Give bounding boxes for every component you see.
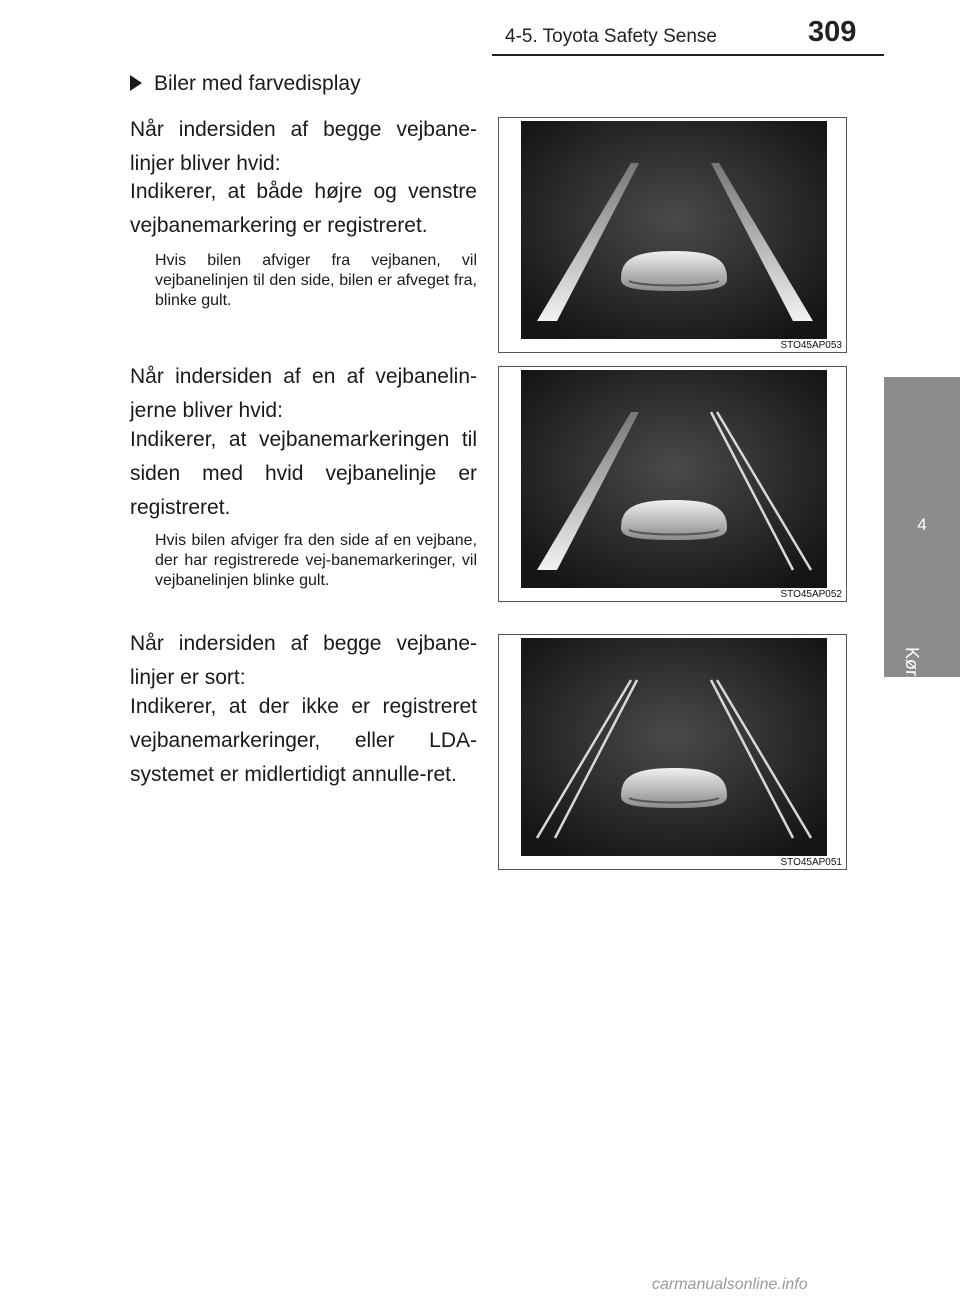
block-3-title: Når indersiden af begge vejbane-linjer er sort: [130, 632, 477, 689]
header-section-title: 4-5. Toyota Safety Sense [505, 26, 717, 47]
figure-code: STO45AP051 [780, 857, 842, 868]
watermark: carmanualsonline.info [652, 1276, 808, 1293]
page-number: 309 [808, 16, 857, 48]
lda-display-figure-one-line [498, 366, 847, 602]
triangle-bullet-icon [130, 75, 142, 91]
figure-code: STO45AP052 [780, 589, 842, 600]
header-divider [492, 54, 884, 56]
chapter-side-tab [884, 377, 960, 700]
lda-display-figure-both-lines [498, 117, 847, 353]
figure-code: STO45AP053 [780, 340, 842, 351]
block-2-note: Hvis bilen afviger fra den side af en vejbane, der har registrerede vej-banemarkeringer, vil vejbanelinjen blinke gult. [155, 532, 477, 589]
block-1-title: Når indersiden af begge vejbane-linjer bliver hvid: [130, 118, 477, 175]
display-screen-outline [521, 638, 827, 856]
block-1-note: Hvis bilen afviger fra vejbanen, vil vejbanelinjen til den side, bilen er afveget fra, blinke gult. [155, 252, 477, 309]
display-screen-one-white [521, 370, 827, 588]
display-screen-both-white [521, 121, 827, 339]
block-3-description: Indikerer, at der ikke er registreret vejbanemarkeringer, eller LDA-systemet er midlertidigt annulle-ret. [130, 695, 477, 786]
block-2-title: Når indersiden af en af vejbanelin-jerne bliver hvid: [130, 365, 477, 422]
lda-display-figure-no-lines [498, 634, 847, 870]
subheading-text: Biler med farvedisplay [154, 72, 361, 95]
chapter-number: 4 [917, 515, 927, 534]
chapter-label: Kørsel [902, 647, 922, 700]
subheading [130, 72, 361, 96]
block-2-description: Indikerer, at vejbanemarkeringen til siden med hvid vejbanelinje er registreret. [130, 428, 477, 519]
block-1-description: Indikerer, at både højre og venstre vejbanemarkering er registreret. [130, 180, 477, 237]
